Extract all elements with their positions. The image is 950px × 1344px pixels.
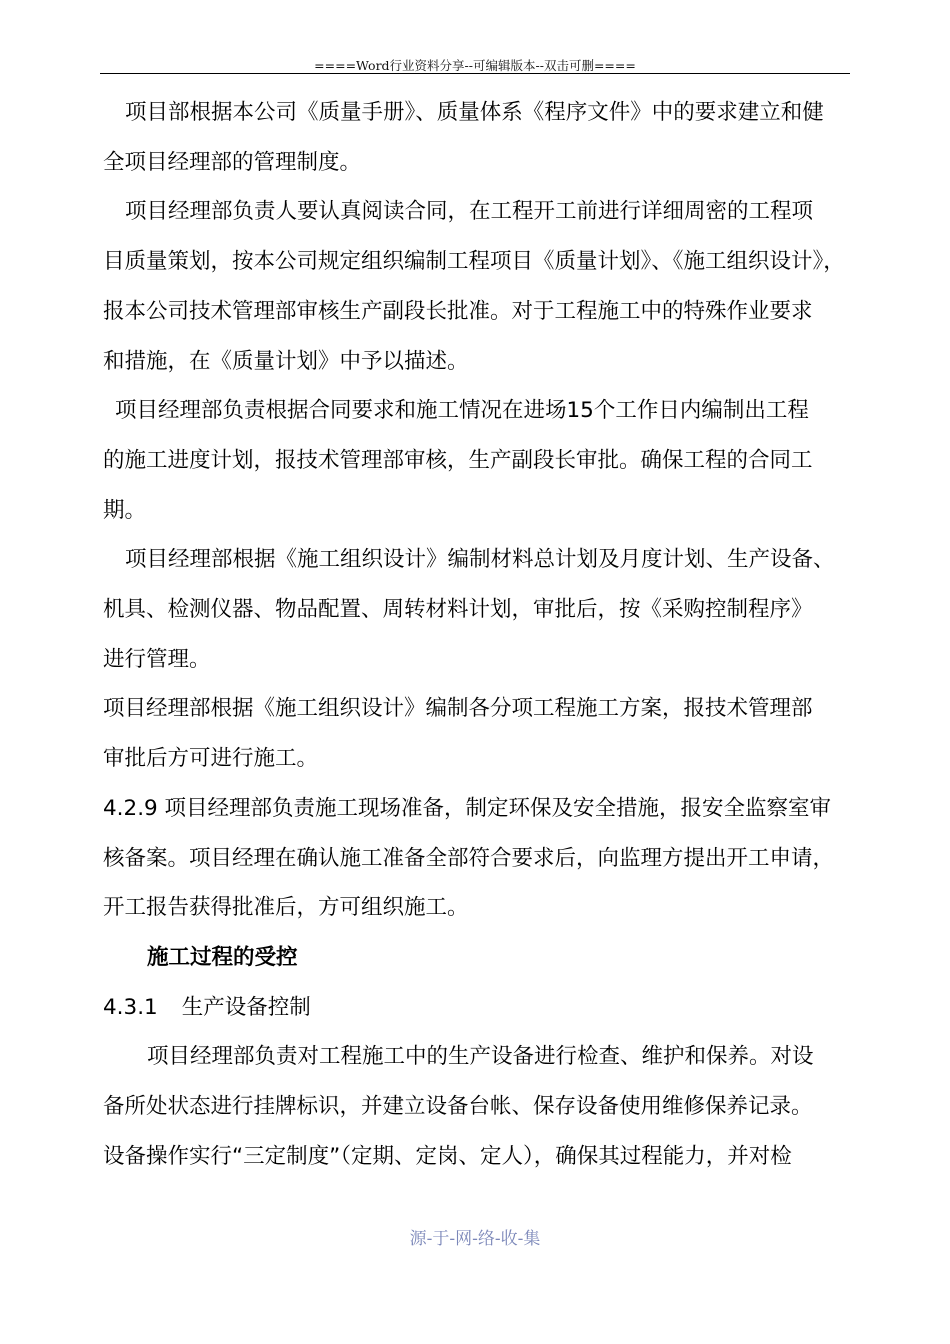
text-line: 全项目经理部的管理制度。 [103, 149, 362, 175]
paragraph-construction-plan [103, 684, 859, 783]
text-line: 核备案。项目经理在确认施工准备全部符合要求后，向监理方提出开工申请， [103, 845, 835, 871]
text-line: 备所处状态进行挂牌标识，并建立设备台帐、保存设备使用维修保养记录。 [103, 1094, 813, 1120]
paragraph-equipment-control [103, 1032, 859, 1181]
text-line: 进行管理。 [103, 646, 211, 672]
text-line: 项目经理部根据《施工组织设计》编制各分项工程施工方案，报技术管理部 [103, 696, 813, 722]
document-body [103, 88, 859, 1181]
text-line: 开工报告获得批准后，方可组织施工。 [103, 895, 469, 921]
text-line: 机具、检测仪器、物品配置、周转材料计划，审批后，按《采购控制程序》 [103, 597, 813, 623]
paragraph-schedule [103, 386, 859, 535]
text-line: 的施工进度计划，报技术管理部审核，生产副段长审批。确保工程的合同工 [103, 447, 813, 473]
page-footer: 源-于-网-络-收-集 [409, 1229, 541, 1249]
text-line: 和措施，在《质量计划》中予以描述。 [103, 348, 469, 374]
subsection-number: 4.3.1 [103, 994, 158, 1020]
section-heading: 施工过程的受控 [147, 944, 298, 970]
text-line: 设备操作实行“三定制度”（定期、定岗、定人），确保其过程能力，并对检 [103, 1143, 792, 1169]
text-line: 项目经理部负责人要认真阅读合同，在工程开工前进行详细周密的工程项 [125, 199, 814, 225]
page-header: ====Word行业资料分享--可编辑版本--双击可删==== [314, 58, 636, 73]
paragraph-quality-system [103, 88, 859, 187]
text-line: 项目经理部负责对工程施工中的生产设备进行检查、维护和保养。对设 [147, 1044, 814, 1070]
text-line: 项目部根据本公司《质量手册》、质量体系《程序文件》中的要求建立和健 [125, 100, 824, 125]
paragraph-materials-plan [103, 535, 859, 684]
text-line: 审批后方可进行施工。 [103, 746, 319, 772]
text-line: 期。 [103, 497, 147, 523]
text-line: 4.2.9 项目经理部负责施工现场准备，制定环保及安全措施，报安全监察室审 [103, 795, 832, 821]
text-line: 项目经理部根据《施工组织设计》编制材料总计划及月度计划、生产设备、 [125, 547, 835, 573]
paragraph-site-preparation [103, 784, 859, 933]
subsection-heading [103, 983, 859, 1033]
header-rule [100, 73, 850, 74]
text-line: 报本公司技术管理部审核生产副段长批准。对于工程施工中的特殊作业要求 [103, 298, 813, 324]
text-line: 目质量策划，按本公司规定组织编制工程项目《质量计划》、《施工组织设计》， [103, 249, 845, 275]
text-line: 项目经理部负责根据合同要求和施工情况在进场15个工作日内编制出工程 [115, 398, 809, 424]
paragraph-quality-planning [103, 187, 859, 386]
subsection-title: 生产设备控制 [181, 994, 311, 1020]
